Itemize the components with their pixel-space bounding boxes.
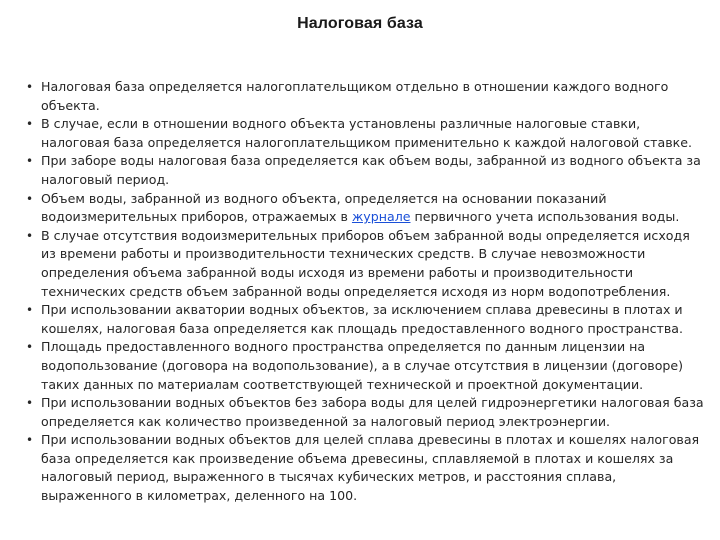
bullet-item-4 [24,190,704,227]
bullet-item-9 [24,431,704,505]
bullet-list [24,78,704,506]
bullet-icon: • [26,80,34,94]
bullet-item-1 [24,78,704,115]
bullet-icon: • [26,154,34,169]
bullet-text: При использовании акватории водных объектов, за исключением сплава древесины в плотах и кошелях, налоговая база определяется как площадь предоставленного водного пространства. [41,302,684,336]
bullet-text: Площадь предоставленного водного пространства определяется по данным лицензии на водопользование (договора на водопользование), а в случае отсутствия в лицензии (договоре) таких данных по материалам соответствующей технической и проектной документации. [41,339,684,392]
bullet-item-2 [24,115,704,152]
bullet-icon: • [26,433,34,448]
bullet-item-6 [24,301,704,338]
bullet-text: При заборе воды налоговая база определяется как объем воды, забранной из водного объекта за налоговый период. [41,153,701,187]
bullet-icon: • [26,303,34,318]
journal-link[interactable]: журнале [351,209,411,225]
bullet-icon: • [26,228,34,243]
bullet-text: При использовании водных объектов для целей сплава древесины в плотах и кошелях налоговая база определяется как произведение объема древесины, сплавляемой в плотах и кошелях за налоговый период, выраженного в тысячах кубических метров, и расстояния сплава, выраженного в километрах, деленного на 100. [41,432,700,504]
bullet-icon: • [26,340,34,355]
bullet-icon: • [26,396,34,411]
bullet-item-5 [24,227,704,301]
bullet-item-8 [24,394,704,431]
bullet-text-before-link: Объем воды, забранной из водного объекта, определяется на основании показаний водоизмерительных приборов, отражаемых в [41,190,607,225]
bullet-text: В случае, если в отношении водного объекта установлены различные налоговые ставки, налоговая база определяется налогоплательщиком применительно к каждой налоговой ставке. [41,116,693,150]
bullet-item-3 [24,152,704,189]
bullet-icon: • [26,191,34,206]
slide-title: Налоговая база [297,15,423,32]
bullet-text: В случае отсутствия водоизмерительных приборов объем забранной воды определяется исходя из времени работы и производительности технических средств. В случае невозможности определения объема забранной воды исходя из времени работы и производительности технических средств объем забранной воды определяется исходя из норм водопотребления. [41,227,690,299]
bullet-text-after-link: первичного учета использования воды. [410,209,680,225]
bullet-text: При использовании водных объектов без забора воды для целей гидроэнергетики налоговая база определяется как количество произведенной за налоговый период электроэнергии. [41,395,704,429]
bullet-text: Налоговая база определяется налогоплательщиком отдельно в отношении каждого водного объекта. [41,79,669,113]
bullet-item-7 [24,338,704,394]
bullet-icon: • [26,117,34,132]
